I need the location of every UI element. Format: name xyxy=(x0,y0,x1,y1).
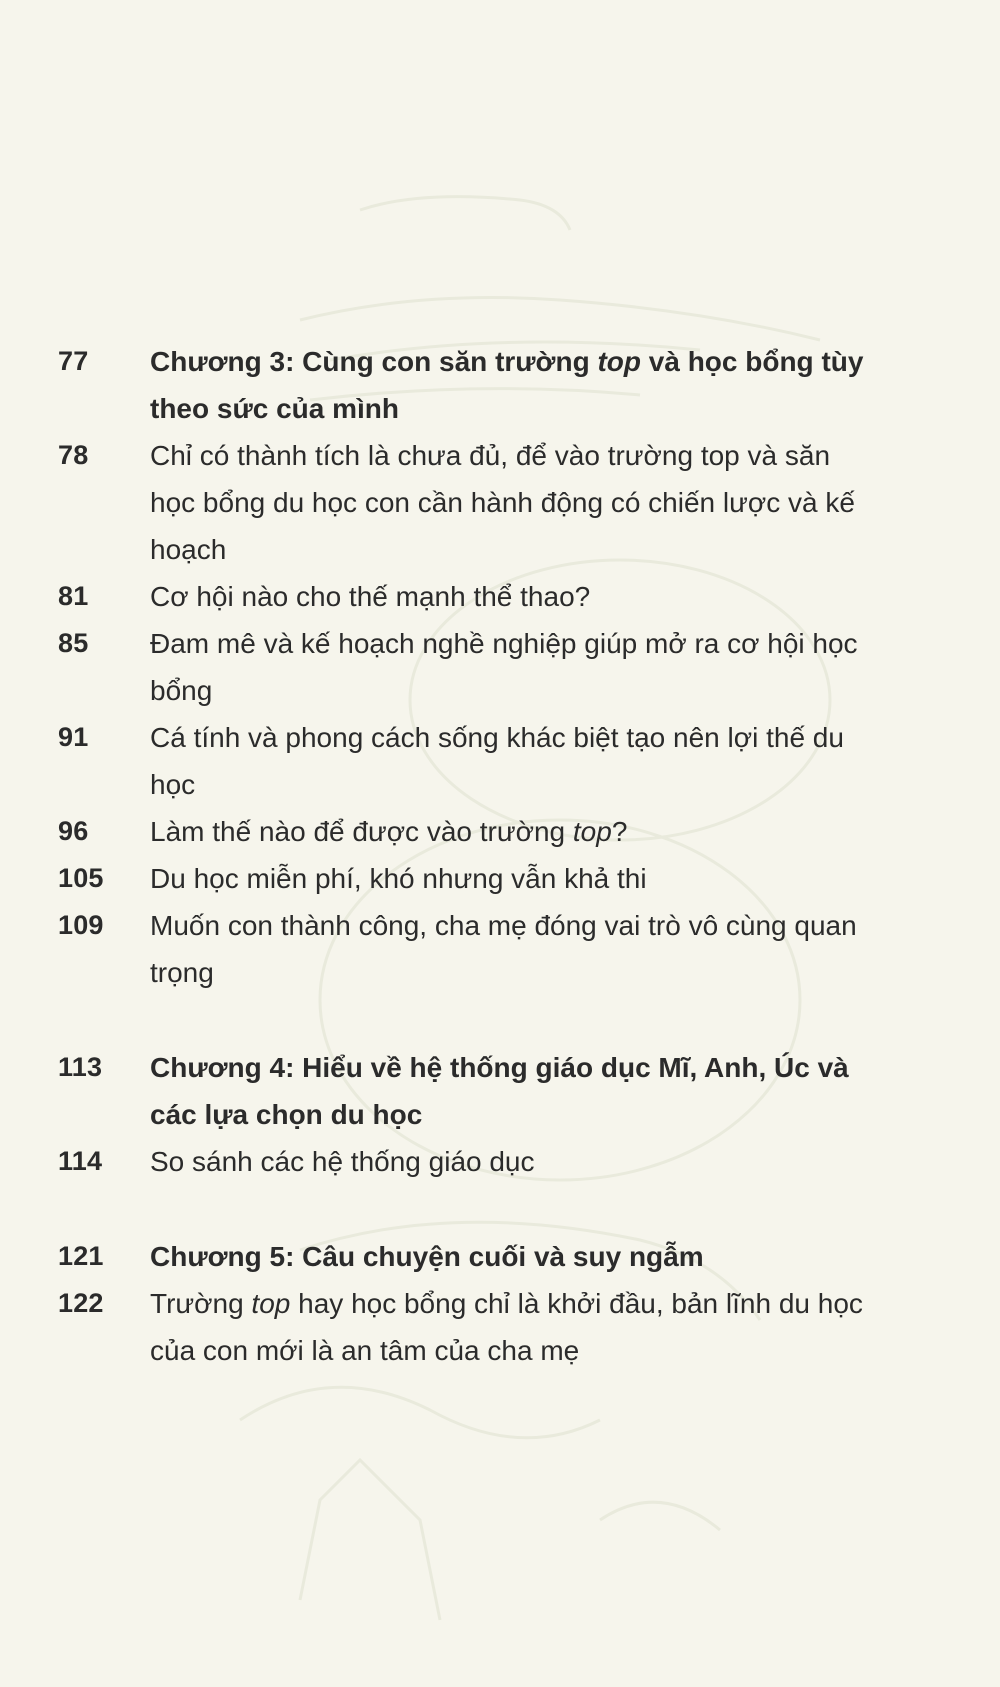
toc-entry[interactable] xyxy=(58,1280,938,1374)
page-number: 91 xyxy=(58,722,89,752)
toc-entry[interactable] xyxy=(58,902,938,996)
page-number: 114 xyxy=(58,1146,103,1176)
page-number: 113 xyxy=(58,1052,103,1082)
page-number: 122 xyxy=(58,1288,104,1318)
toc-chapter-3[interactable] xyxy=(58,338,938,432)
table-of-contents xyxy=(58,338,938,1374)
page-number: 96 xyxy=(58,816,89,846)
page-number: 78 xyxy=(58,440,89,470)
toc-chapter-5[interactable] xyxy=(58,1233,938,1280)
section-gap xyxy=(58,1185,938,1233)
entry-title: Du học miễn phí, khó nhưng vẫn khả thi xyxy=(150,863,647,894)
chapter-title: Chương 5: Câu chuyện cuối và suy ngẫm xyxy=(150,1241,704,1272)
entry-title: Đam mê và kế hoạch nghề nghiệp giúp mở ra cơ hội học bổng xyxy=(150,628,858,706)
page-number: 121 xyxy=(58,1241,104,1271)
section-gap xyxy=(58,996,938,1044)
entry-title: Chỉ có thành tích là chưa đủ, để vào trường top và săn học bổng du học con cần hành động có chiến lược và kế hoạch xyxy=(150,440,855,565)
page-number: 81 xyxy=(58,581,89,611)
toc-chapter-4[interactable] xyxy=(58,1044,938,1138)
toc-entry[interactable] xyxy=(58,620,938,714)
entry-title: Trường top hay học bổng chỉ là khởi đầu, bản lĩnh du học của con mới là an tâm của cha mẹ xyxy=(150,1288,863,1366)
page-number: 77 xyxy=(58,346,89,376)
chapter-title: Chương 4: Hiểu về hệ thống giáo dục Mĩ, Anh, Úc và các lựa chọn du học xyxy=(150,1052,849,1130)
page-number: 109 xyxy=(58,910,104,940)
toc-entry[interactable] xyxy=(58,714,938,808)
entry-title: Cá tính và phong cách sống khác biệt tạo nên lợi thế du học xyxy=(150,722,844,800)
entry-title: Cơ hội nào cho thế mạnh thể thao? xyxy=(150,581,591,612)
entry-title: Muốn con thành công, cha mẹ đóng vai trò vô cùng quan trọng xyxy=(150,910,857,988)
entry-title: So sánh các hệ thống giáo dục xyxy=(150,1146,535,1177)
page-number: 85 xyxy=(58,628,89,658)
toc-entry[interactable] xyxy=(58,808,938,855)
toc-entry[interactable] xyxy=(58,573,938,620)
page-number: 105 xyxy=(58,863,104,893)
entry-title: Làm thế nào để được vào trường top? xyxy=(150,816,628,847)
toc-entry[interactable] xyxy=(58,855,938,902)
toc-entry[interactable] xyxy=(58,432,938,573)
toc-entry[interactable] xyxy=(58,1138,938,1185)
chapter-title: Chương 3: Cùng con săn trường top và học bổng tùy theo sức của mình xyxy=(150,346,864,424)
